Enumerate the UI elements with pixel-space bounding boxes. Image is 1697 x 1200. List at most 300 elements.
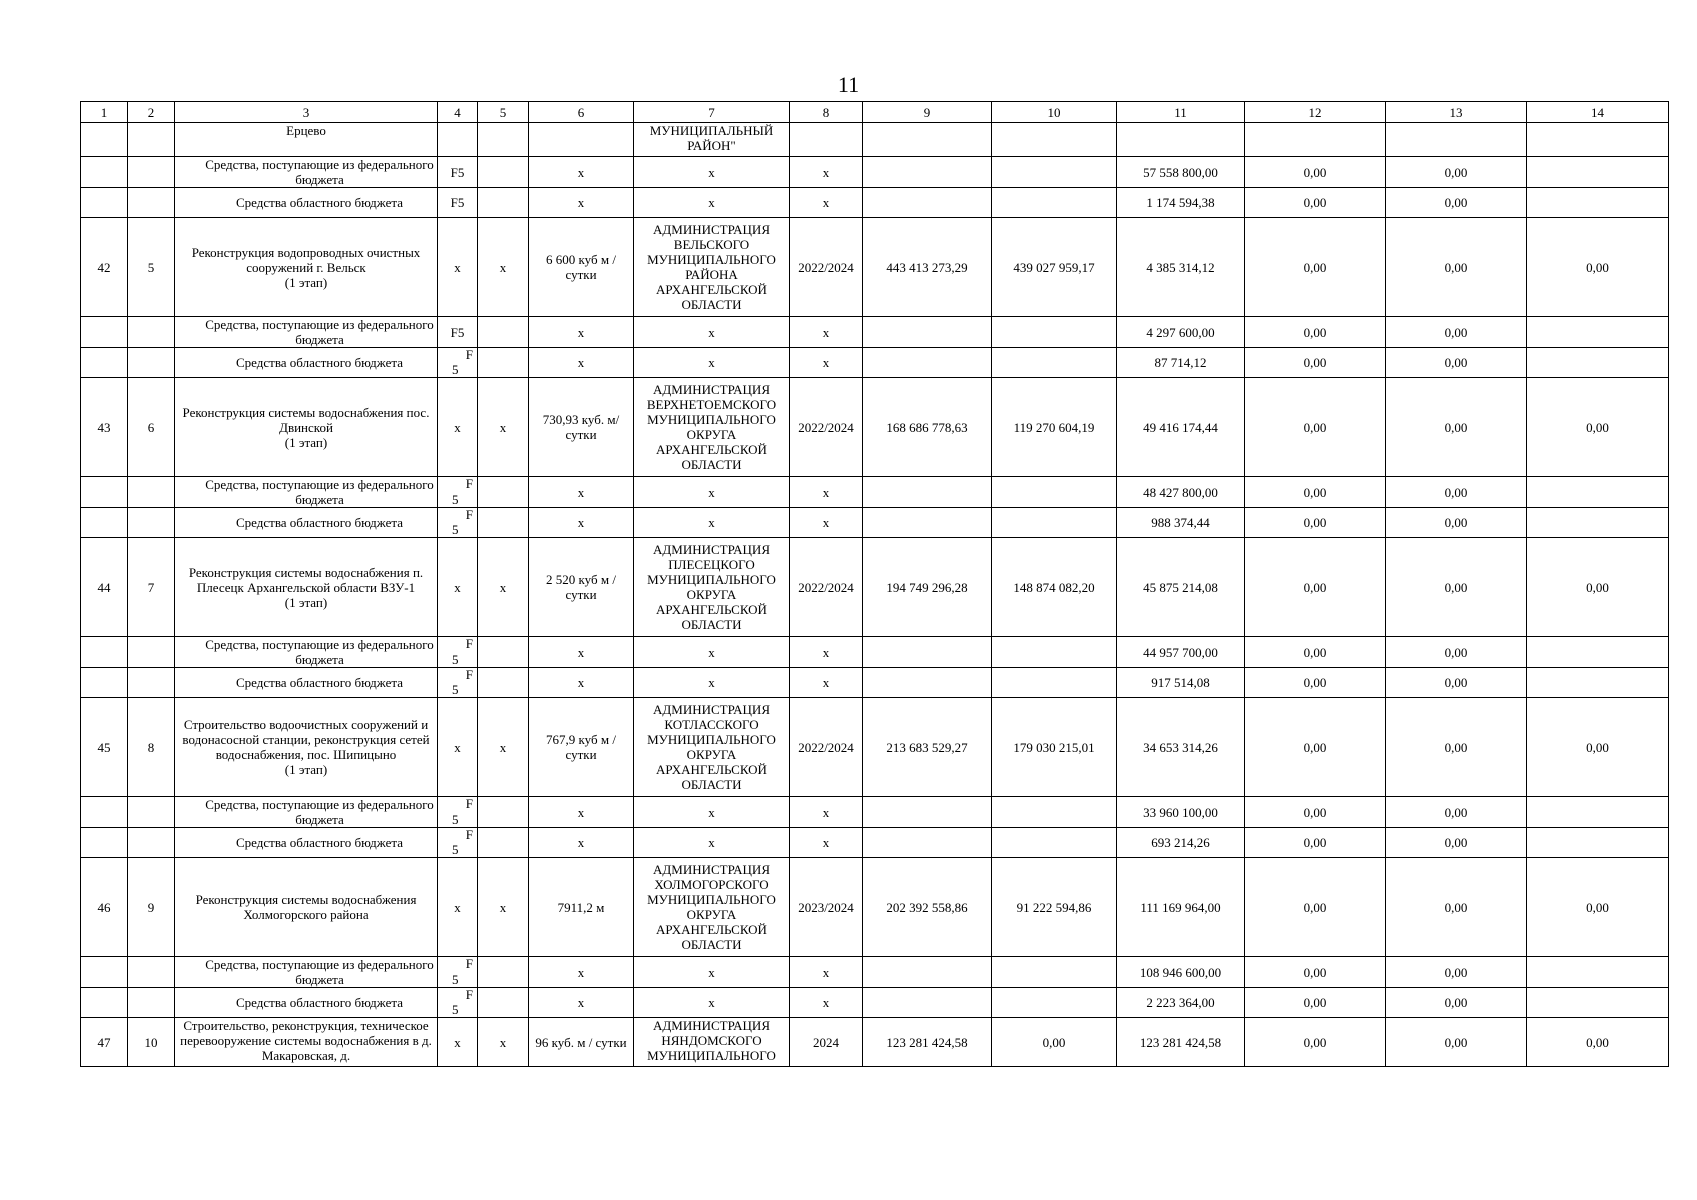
cell-col-7: х xyxy=(634,477,790,508)
cell-col-10: 0,00 xyxy=(992,1018,1117,1067)
cell-col-4: х xyxy=(438,218,478,317)
cell-col-1 xyxy=(81,828,128,858)
cell-col-1: 45 xyxy=(81,698,128,797)
cell-col-13: 0,00 xyxy=(1386,637,1527,668)
budget-code-part-b: 5 xyxy=(452,652,459,667)
cell-col-6: х xyxy=(529,508,634,538)
cell-col-1: 43 xyxy=(81,378,128,477)
cell-col-5: х xyxy=(478,858,529,957)
cell-col-3: Ерцево xyxy=(175,123,438,157)
cell-col-2 xyxy=(128,797,175,828)
cell-col-4: х xyxy=(438,1018,478,1067)
cell-col-2 xyxy=(128,637,175,668)
cell-col-7: МУНИЦИПАЛЬНЫЙ РАЙОН" xyxy=(634,123,790,157)
cell-col-5: х xyxy=(478,698,529,797)
cell-col-12: 0,00 xyxy=(1245,508,1386,538)
cell-col-3: Строительство водоочистных сооружений и водонасосной станции, реконструкция сетей водоснабжения, пос. Шипицыно (1 этап) xyxy=(175,698,438,797)
column-number-9: 9 xyxy=(863,102,992,123)
cell-col-6 xyxy=(529,123,634,157)
cell-col-5 xyxy=(478,637,529,668)
column-number-10: 10 xyxy=(992,102,1117,123)
cell-col-6: х xyxy=(529,797,634,828)
column-number-4: 4 xyxy=(438,102,478,123)
cell-col-7: х xyxy=(634,668,790,698)
cell-col-3: Средства, поступающие из федерального бюджета xyxy=(175,477,438,508)
cell-col-6: х xyxy=(529,957,634,988)
project-row xyxy=(81,1018,1669,1067)
cell-col-4 xyxy=(438,797,478,828)
cell-col-8: х xyxy=(790,957,863,988)
cell-col-14 xyxy=(1527,828,1669,858)
cell-col-13: 0,00 xyxy=(1386,698,1527,797)
cell-col-13: 0,00 xyxy=(1386,348,1527,378)
cell-col-4 xyxy=(438,957,478,988)
column-number-2: 2 xyxy=(128,102,175,123)
cell-col-11: 693 214,26 xyxy=(1117,828,1245,858)
budget-code-part-a: F xyxy=(465,987,473,1002)
cell-col-6: х xyxy=(529,828,634,858)
cell-col-8: х xyxy=(790,797,863,828)
cell-col-2 xyxy=(128,188,175,218)
cell-col-9: 202 392 558,86 xyxy=(863,858,992,957)
column-number-12: 12 xyxy=(1245,102,1386,123)
column-number-13: 13 xyxy=(1386,102,1527,123)
cell-col-3: Средства, поступающие из федерального бюджета xyxy=(175,317,438,348)
cell-col-6: 2 520 куб м / сутки xyxy=(529,538,634,637)
column-number-11: 11 xyxy=(1117,102,1245,123)
cell-col-6: х xyxy=(529,637,634,668)
cell-col-12: 0,00 xyxy=(1245,637,1386,668)
cell-col-11: 108 946 600,00 xyxy=(1117,957,1245,988)
cell-col-5 xyxy=(478,957,529,988)
project-row xyxy=(81,698,1669,797)
cell-col-12: 0,00 xyxy=(1245,858,1386,957)
cell-col-10 xyxy=(992,797,1117,828)
cell-col-9 xyxy=(863,317,992,348)
cell-col-7: АДМИНИСТРАЦИЯ ВЕЛЬСКОГО МУНИЦИПАЛЬНОГО РАЙОНА АРХАНГЕЛЬСКОЙ ОБЛАСТИ xyxy=(634,218,790,317)
cell-col-9: 443 413 273,29 xyxy=(863,218,992,317)
cell-col-5 xyxy=(478,188,529,218)
budget-table xyxy=(80,101,1669,1067)
project-row xyxy=(81,123,1669,157)
cell-col-1 xyxy=(81,123,128,157)
cell-col-6: 730,93 куб. м/сутки xyxy=(529,378,634,477)
funding-source-row xyxy=(81,188,1669,218)
cell-col-12: 0,00 xyxy=(1245,317,1386,348)
cell-col-9 xyxy=(863,123,992,157)
cell-col-14: 0,00 xyxy=(1527,378,1669,477)
cell-col-8: х xyxy=(790,157,863,188)
cell-col-6: 7911,2 м xyxy=(529,858,634,957)
cell-col-4 xyxy=(438,348,478,378)
cell-col-11: 2 223 364,00 xyxy=(1117,988,1245,1018)
cell-col-8: 2022/2024 xyxy=(790,698,863,797)
cell-col-2 xyxy=(128,668,175,698)
budget-code-part-a: F xyxy=(465,827,473,842)
cell-col-1: 46 xyxy=(81,858,128,957)
cell-col-8: х xyxy=(790,828,863,858)
cell-col-5 xyxy=(478,157,529,188)
funding-source-row xyxy=(81,317,1669,348)
cell-col-7: х xyxy=(634,637,790,668)
cell-col-9: 194 749 296,28 xyxy=(863,538,992,637)
cell-col-5 xyxy=(478,317,529,348)
cell-col-13: 0,00 xyxy=(1386,477,1527,508)
cell-col-5: х xyxy=(478,218,529,317)
cell-col-13: 0,00 xyxy=(1386,157,1527,188)
budget-code-part-b: 5 xyxy=(452,682,459,697)
cell-col-8: 2022/2024 xyxy=(790,218,863,317)
cell-col-4 xyxy=(438,637,478,668)
cell-col-3: Средства, поступающие из федерального бюджета xyxy=(175,157,438,188)
cell-col-6: х xyxy=(529,988,634,1018)
cell-col-14 xyxy=(1527,668,1669,698)
cell-col-7: х xyxy=(634,957,790,988)
budget-code-part-b: 5 xyxy=(452,812,459,827)
cell-col-4 xyxy=(438,828,478,858)
cell-col-5 xyxy=(478,988,529,1018)
cell-col-4: х xyxy=(438,698,478,797)
cell-col-4 xyxy=(438,477,478,508)
cell-col-8: х xyxy=(790,668,863,698)
column-number-3: 3 xyxy=(175,102,438,123)
cell-col-11: 988 374,44 xyxy=(1117,508,1245,538)
cell-col-14: 0,00 xyxy=(1527,538,1669,637)
cell-col-13: 0,00 xyxy=(1386,957,1527,988)
cell-col-12: 0,00 xyxy=(1245,668,1386,698)
cell-col-13: 0,00 xyxy=(1386,538,1527,637)
project-row xyxy=(81,218,1669,317)
cell-col-14 xyxy=(1527,637,1669,668)
cell-col-12: 0,00 xyxy=(1245,378,1386,477)
cell-col-14 xyxy=(1527,157,1669,188)
cell-col-9 xyxy=(863,508,992,538)
cell-col-3: Реконструкция системы водоснабжения пос. Двинской (1 этап) xyxy=(175,378,438,477)
funding-source-row xyxy=(81,157,1669,188)
cell-col-3: Средства областного бюджета xyxy=(175,668,438,698)
cell-col-4 xyxy=(438,988,478,1018)
cell-col-9 xyxy=(863,957,992,988)
cell-col-6: х xyxy=(529,188,634,218)
cell-col-9 xyxy=(863,797,992,828)
cell-col-5 xyxy=(478,508,529,538)
cell-col-11: 917 514,08 xyxy=(1117,668,1245,698)
cell-col-14 xyxy=(1527,317,1669,348)
cell-col-5 xyxy=(478,828,529,858)
cell-col-1: 47 xyxy=(81,1018,128,1067)
cell-col-14: 0,00 xyxy=(1527,1018,1669,1067)
cell-col-2 xyxy=(128,508,175,538)
cell-col-10 xyxy=(992,317,1117,348)
cell-col-9 xyxy=(863,477,992,508)
cell-col-2: 5 xyxy=(128,218,175,317)
cell-col-6: 96 куб. м / сутки xyxy=(529,1018,634,1067)
cell-col-12: 0,00 xyxy=(1245,538,1386,637)
cell-col-2 xyxy=(128,123,175,157)
cell-col-3: Средства, поступающие из федерального бюджета xyxy=(175,797,438,828)
cell-col-2 xyxy=(128,828,175,858)
cell-col-6: х xyxy=(529,157,634,188)
cell-col-10 xyxy=(992,477,1117,508)
cell-col-7: х xyxy=(634,188,790,218)
cell-col-12: 0,00 xyxy=(1245,1018,1386,1067)
table-body xyxy=(81,123,1669,1067)
budget-code-part-b: 5 xyxy=(452,1002,459,1017)
cell-col-11: 33 960 100,00 xyxy=(1117,797,1245,828)
cell-col-14 xyxy=(1527,348,1669,378)
cell-col-13: 0,00 xyxy=(1386,828,1527,858)
cell-col-4: F5 xyxy=(438,317,478,348)
cell-col-9: 168 686 778,63 xyxy=(863,378,992,477)
cell-col-7: х xyxy=(634,157,790,188)
cell-col-4: F5 xyxy=(438,188,478,218)
cell-col-1 xyxy=(81,188,128,218)
cell-col-3: Средства областного бюджета xyxy=(175,988,438,1018)
cell-col-11: 49 416 174,44 xyxy=(1117,378,1245,477)
budget-code-part-b: 5 xyxy=(452,492,459,507)
cell-col-13: 0,00 xyxy=(1386,1018,1527,1067)
cell-col-8: 2023/2024 xyxy=(790,858,863,957)
cell-col-5 xyxy=(478,123,529,157)
cell-col-14: 0,00 xyxy=(1527,218,1669,317)
cell-col-13: 0,00 xyxy=(1386,317,1527,348)
cell-col-3: Средства областного бюджета xyxy=(175,508,438,538)
budget-code-part-a: F xyxy=(465,667,473,682)
cell-col-9 xyxy=(863,828,992,858)
cell-col-9 xyxy=(863,348,992,378)
funding-source-row xyxy=(81,988,1669,1018)
cell-col-7: АДМИНИСТРАЦИЯ КОТЛАССКОГО МУНИЦИПАЛЬНОГО ОКРУГА АРХАНГЕЛЬСКОЙ ОБЛАСТИ xyxy=(634,698,790,797)
cell-col-11: 4 297 600,00 xyxy=(1117,317,1245,348)
page-number: 11 xyxy=(837,72,860,97)
cell-col-11: 123 281 424,58 xyxy=(1117,1018,1245,1067)
cell-col-8: 2024 xyxy=(790,1018,863,1067)
cell-col-1 xyxy=(81,157,128,188)
cell-col-4: F5 xyxy=(438,157,478,188)
cell-col-14 xyxy=(1527,188,1669,218)
cell-col-3: Средства областного бюджета xyxy=(175,828,438,858)
cell-col-12: 0,00 xyxy=(1245,957,1386,988)
cell-col-13: 0,00 xyxy=(1386,797,1527,828)
cell-col-14: 0,00 xyxy=(1527,698,1669,797)
cell-col-8: х xyxy=(790,477,863,508)
project-row xyxy=(81,538,1669,637)
cell-col-12: 0,00 xyxy=(1245,988,1386,1018)
budget-code-part-a: F xyxy=(465,636,473,651)
cell-col-3: Реконструкция системы водоснабжения Холмогорского района xyxy=(175,858,438,957)
column-number-1: 1 xyxy=(81,102,128,123)
cell-col-1: 44 xyxy=(81,538,128,637)
cell-col-7: х xyxy=(634,317,790,348)
cell-col-10 xyxy=(992,123,1117,157)
cell-col-12 xyxy=(1245,123,1386,157)
cell-col-8: 2022/2024 xyxy=(790,378,863,477)
budget-code-part-b: 5 xyxy=(452,522,459,537)
funding-source-row xyxy=(81,508,1669,538)
cell-col-8: 2022/2024 xyxy=(790,538,863,637)
column-number-5: 5 xyxy=(478,102,529,123)
cell-col-2 xyxy=(128,988,175,1018)
project-row xyxy=(81,378,1669,477)
cell-col-8: х xyxy=(790,348,863,378)
column-number-7: 7 xyxy=(634,102,790,123)
cell-col-7: АДМИНИСТРАЦИЯ ВЕРХНЕТОЕМСКОГО МУНИЦИПАЛЬНОГО ОКРУГА АРХАНГЕЛЬСКОЙ ОБЛАСТИ xyxy=(634,378,790,477)
column-number-row xyxy=(81,102,1669,123)
cell-col-11: 45 875 214,08 xyxy=(1117,538,1245,637)
cell-col-10 xyxy=(992,508,1117,538)
cell-col-10 xyxy=(992,828,1117,858)
cell-col-2: 6 xyxy=(128,378,175,477)
cell-col-13: 0,00 xyxy=(1386,218,1527,317)
cell-col-11: 44 957 700,00 xyxy=(1117,637,1245,668)
cell-col-12: 0,00 xyxy=(1245,188,1386,218)
cell-col-9: 213 683 529,27 xyxy=(863,698,992,797)
cell-col-10: 439 027 959,17 xyxy=(992,218,1117,317)
cell-col-14 xyxy=(1527,508,1669,538)
budget-code-part-a: F xyxy=(465,476,473,491)
cell-col-7: х xyxy=(634,797,790,828)
column-number-6: 6 xyxy=(529,102,634,123)
cell-col-1 xyxy=(81,988,128,1018)
budget-code-part-b: 5 xyxy=(452,972,459,987)
funding-source-row xyxy=(81,348,1669,378)
cell-col-8 xyxy=(790,123,863,157)
cell-col-4: х xyxy=(438,538,478,637)
cell-col-10 xyxy=(992,668,1117,698)
cell-col-7: х xyxy=(634,508,790,538)
cell-col-2: 8 xyxy=(128,698,175,797)
cell-col-13 xyxy=(1386,123,1527,157)
budget-code-part-a: F xyxy=(465,796,473,811)
cell-col-14 xyxy=(1527,988,1669,1018)
cell-col-1 xyxy=(81,797,128,828)
cell-col-11: 57 558 800,00 xyxy=(1117,157,1245,188)
funding-source-row xyxy=(81,477,1669,508)
cell-col-14: 0,00 xyxy=(1527,858,1669,957)
cell-col-1 xyxy=(81,957,128,988)
project-row xyxy=(81,858,1669,957)
cell-col-2 xyxy=(128,348,175,378)
cell-col-14 xyxy=(1527,477,1669,508)
cell-col-2 xyxy=(128,957,175,988)
cell-col-11: 48 427 800,00 xyxy=(1117,477,1245,508)
cell-col-8: х xyxy=(790,188,863,218)
cell-col-11: 87 714,12 xyxy=(1117,348,1245,378)
cell-col-6: 6 600 куб м / сутки xyxy=(529,218,634,317)
cell-col-8: х xyxy=(790,988,863,1018)
cell-col-10: 148 874 082,20 xyxy=(992,538,1117,637)
cell-col-1 xyxy=(81,637,128,668)
cell-col-1 xyxy=(81,508,128,538)
cell-col-10 xyxy=(992,157,1117,188)
cell-col-2 xyxy=(128,157,175,188)
cell-col-13: 0,00 xyxy=(1386,858,1527,957)
cell-col-9 xyxy=(863,157,992,188)
cell-col-10 xyxy=(992,988,1117,1018)
funding-source-row xyxy=(81,797,1669,828)
funding-source-row xyxy=(81,957,1669,988)
cell-col-10: 119 270 604,19 xyxy=(992,378,1117,477)
cell-col-7: х xyxy=(634,988,790,1018)
cell-col-5 xyxy=(478,348,529,378)
cell-col-13: 0,00 xyxy=(1386,188,1527,218)
cell-col-11: 34 653 314,26 xyxy=(1117,698,1245,797)
cell-col-5: х xyxy=(478,1018,529,1067)
cell-col-13: 0,00 xyxy=(1386,988,1527,1018)
cell-col-6: 767,9 куб м / сутки xyxy=(529,698,634,797)
cell-col-3: Средства, поступающие из федерального бюджета xyxy=(175,957,438,988)
cell-col-6: х xyxy=(529,317,634,348)
cell-col-4 xyxy=(438,508,478,538)
cell-col-5 xyxy=(478,668,529,698)
cell-col-9 xyxy=(863,637,992,668)
cell-col-3: Средства, поступающие из федерального бюджета xyxy=(175,637,438,668)
cell-col-7: АДМИНИСТРАЦИЯ НЯНДОМСКОГО МУНИЦИПАЛЬНОГО xyxy=(634,1018,790,1067)
cell-col-2: 10 xyxy=(128,1018,175,1067)
budget-code-part-b: 5 xyxy=(452,362,459,377)
cell-col-10 xyxy=(992,637,1117,668)
cell-col-12: 0,00 xyxy=(1245,348,1386,378)
cell-col-3: Средства областного бюджета xyxy=(175,348,438,378)
cell-col-13: 0,00 xyxy=(1386,508,1527,538)
cell-col-12: 0,00 xyxy=(1245,218,1386,317)
cell-col-3: Строительство, реконструкция, техническое перевооружение системы водоснабжения в д. Макаровская, д. xyxy=(175,1018,438,1067)
cell-col-12: 0,00 xyxy=(1245,698,1386,797)
cell-col-8: х xyxy=(790,317,863,348)
cell-col-13: 0,00 xyxy=(1386,378,1527,477)
cell-col-11: 111 169 964,00 xyxy=(1117,858,1245,957)
cell-col-4: х xyxy=(438,378,478,477)
cell-col-11 xyxy=(1117,123,1245,157)
cell-col-5: х xyxy=(478,378,529,477)
cell-col-10 xyxy=(992,348,1117,378)
cell-col-12: 0,00 xyxy=(1245,157,1386,188)
cell-col-14 xyxy=(1527,957,1669,988)
cell-col-10: 179 030 215,01 xyxy=(992,698,1117,797)
cell-col-14 xyxy=(1527,797,1669,828)
cell-col-3: Средства областного бюджета xyxy=(175,188,438,218)
cell-col-9: 123 281 424,58 xyxy=(863,1018,992,1067)
funding-source-row xyxy=(81,828,1669,858)
cell-col-12: 0,00 xyxy=(1245,828,1386,858)
cell-col-11: 4 385 314,12 xyxy=(1117,218,1245,317)
cell-col-8: х xyxy=(790,637,863,668)
cell-col-5: х xyxy=(478,538,529,637)
cell-col-1 xyxy=(81,477,128,508)
cell-col-3: Реконструкция системы водоснабжения п. Плесецк Архангельской области ВЗУ-1 (1 этап) xyxy=(175,538,438,637)
cell-col-8: х xyxy=(790,508,863,538)
cell-col-6: х xyxy=(529,348,634,378)
cell-col-6: х xyxy=(529,477,634,508)
cell-col-14 xyxy=(1527,123,1669,157)
budget-code-part-a: F xyxy=(465,956,473,971)
cell-col-2 xyxy=(128,317,175,348)
column-number-14: 14 xyxy=(1527,102,1669,123)
cell-col-2 xyxy=(128,477,175,508)
column-number-8: 8 xyxy=(790,102,863,123)
budget-code-part-b: 5 xyxy=(452,842,459,857)
cell-col-4 xyxy=(438,123,478,157)
funding-source-row xyxy=(81,637,1669,668)
cell-col-4: х xyxy=(438,858,478,957)
cell-col-13: 0,00 xyxy=(1386,668,1527,698)
cell-col-2: 9 xyxy=(128,858,175,957)
cell-col-5 xyxy=(478,797,529,828)
cell-col-1: 42 xyxy=(81,218,128,317)
budget-code-part-a: F xyxy=(465,507,473,522)
cell-col-7: АДМИНИСТРАЦИЯ ПЛЕСЕЦКОГО МУНИЦИПАЛЬНОГО ОКРУГА АРХАНГЕЛЬСКОЙ ОБЛАСТИ xyxy=(634,538,790,637)
cell-col-7: АДМИНИСТРАЦИЯ ХОЛМОГОРСКОГО МУНИЦИПАЛЬНОГО ОКРУГА АРХАНГЕЛЬСКОЙ ОБЛАСТИ xyxy=(634,858,790,957)
